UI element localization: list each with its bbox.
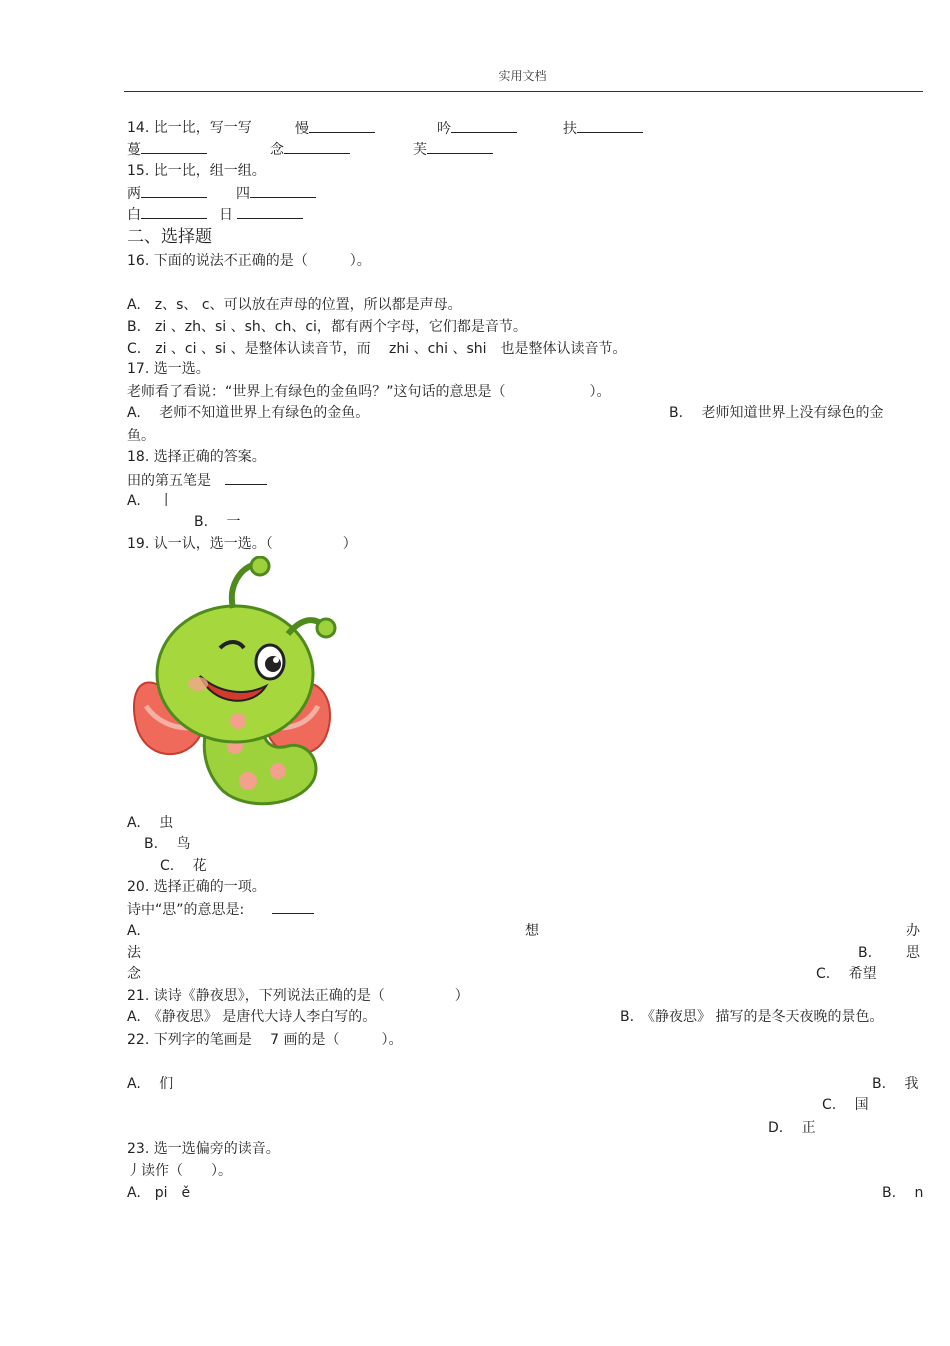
q18-text: 田的第五笔是 (127, 470, 267, 491)
q20-option-b-text: 念 (127, 966, 141, 982)
q20-option-b-label: B. (858, 945, 873, 961)
q20-option-b-text: 思 (906, 945, 920, 961)
q20-stem: 20. 选择正确的一项。 (127, 879, 266, 895)
q20-option-a-text: 想 (525, 923, 539, 939)
q21-stem: 21. 读诗《静夜思》，下列说法正确的是（ ） (127, 988, 469, 1004)
q19-stem: 19. 认一认，选一选。（ ） (127, 536, 357, 552)
q18-option-b: B. 一 (194, 514, 241, 530)
q15-char: 白 (127, 204, 207, 225)
q14-char: 扶 (563, 118, 643, 139)
q17-option-b-cont: 鱼。 (127, 428, 155, 444)
q15-stem: 15. 比一比，组一组。 (127, 163, 266, 179)
q22-option-c: C. 国 (822, 1097, 869, 1113)
q20-option-a-text: 法 (127, 945, 141, 961)
q16-stem: 16. 下面的说法不正确的是（ ）。 (127, 253, 371, 269)
q15-char: 四 (236, 183, 316, 204)
q23-option-b: B. n (882, 1185, 924, 1201)
q20-text: 诗中“思”的意思是: (127, 899, 314, 920)
q19-option-a: A. 虫 (127, 815, 174, 831)
q21-option-a: A. 《静夜思》 是唐代大诗人李白写的。 (127, 1009, 377, 1025)
q15-char: 日 (219, 204, 303, 225)
q19-option-b: B. 鸟 (144, 836, 191, 852)
q22-stem: 22. 下列字的笔画是 7 画的是（ ）。 (127, 1032, 403, 1048)
q20-option-c: C. 希望 (816, 966, 877, 982)
header-rule (124, 91, 923, 92)
q17-option-a: A. 老师不知道世界上有绿色的金鱼。 (127, 405, 370, 421)
q22-option-d: D. 正 (768, 1120, 816, 1136)
q14-char: 念 (270, 139, 350, 160)
q15-char: 两 (127, 183, 207, 204)
q20-option-a-label: A. (127, 923, 141, 939)
q17-option-b: B. 老师知道世界上没有绿色的金 (669, 405, 884, 421)
caterpillar-image (128, 556, 338, 812)
q16-option-b: B. zi 、zh、si 、sh、ch、ci，都有两个字母，它们都是音节。 (127, 319, 527, 335)
q19-option-c: C. 花 (160, 858, 207, 874)
section-title: 二、选择题 (127, 227, 212, 247)
q20-option-a-text: 办 (906, 923, 920, 939)
q23-stem: 23. 选一选偏旁的读音。 (127, 1141, 280, 1157)
q18-stem: 18. 选择正确的答案。 (127, 449, 266, 465)
q21-option-b: B. 《静夜思》 描写的是冬天夜晚的景色。 (620, 1009, 884, 1025)
q18-option-a: A. 丨 (127, 493, 174, 509)
q22-option-a: A. 们 (127, 1076, 174, 1092)
q14-char: 慢 (295, 118, 375, 139)
q14-char: 蔓 (127, 139, 207, 160)
q23-option-a: A. pi ě (127, 1185, 191, 1201)
q17-text: 老师看了看说：“世界上有绿色的金鱼吗？”这句话的意思是（ ）。 (127, 384, 611, 400)
q14-char: 吟 (437, 118, 517, 139)
q16-option-c: C. zi 、ci 、si 、是整体认读音节，而 zhi 、chi 、shi 也是整体认读音节。 (127, 341, 627, 357)
q22-option-b: B. 我 (872, 1076, 919, 1092)
q17-stem: 17. 选一选。 (127, 361, 210, 377)
q16-option-a: A. z、s、 c、可以放在声母的位置，所以都是声母。 (127, 297, 462, 313)
q23-text: 丿读作（ ）。 (127, 1163, 232, 1179)
q14-stem: 14. 比一比，写一写 (127, 120, 252, 136)
q14-char: 芙 (413, 139, 493, 160)
page-header-title: 实用文档 (498, 69, 547, 83)
